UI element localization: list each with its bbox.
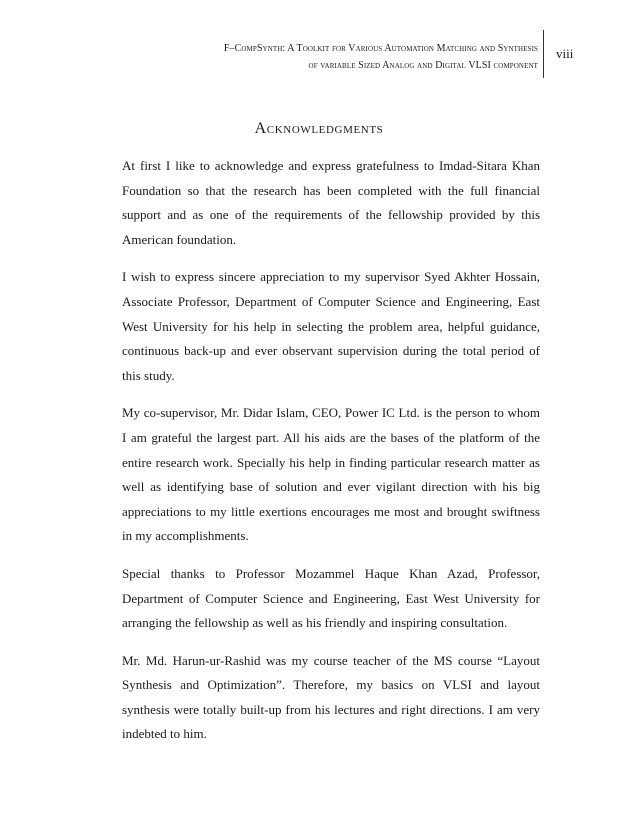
paragraph-2: I wish to express sincere appreciation to my supervisor Syed Akhter Hossain, Associate Professor, Department of Computer Science and Engineering, East West University for his help in selecting the problem area, helpful guidance, continuous back-up and ever observant supervision during the total period of this study.: [122, 269, 540, 383]
paragraph-5: Mr. Md. Harun-ur-Rashid was my course teacher of the MS course “Layout Synthesis and Optimization”. Therefore, my basics on VLSI and layout synthesis were totally built-up from his lectures and right directions. I am very indebted to him.: [122, 652, 540, 742]
running-header-line-2: of variable Sized Analog and Digital VLSI component: [308, 60, 538, 71]
paragraph-1: At first I like to acknowledge and express gratefulness to Imdad-Sitara Khan Foundation so that the research has been completed with the full financial support and as one of the requirements of the fellowship provided by this American foundation.: [122, 158, 540, 247]
running-header: [118, 40, 538, 74]
page-title: Acknowledgments: [254, 120, 384, 137]
page-number: viii: [556, 46, 574, 61]
body-text: [122, 154, 540, 760]
header-divider: [543, 30, 544, 78]
paragraph-4: Special thanks to Professor Mozammel Haque Khan Azad, Professor, Department of Computer Science and Engineering, East West University for arranging the fellowship as well as his friendly and inspiring consultation.: [122, 565, 540, 631]
paragraph-3: My co-supervisor, Mr. Didar Islam, CEO, Power IC Ltd. is the person to whom I am grateful the largest part. All his aids are the bases of the platform of the entire research work. Specially his help in finding particular research matter as well as identifying base of solution and ever vigilant direction with his big appreciations to my little exertions encourages me most and brought swiftness in my accomplishments.: [122, 405, 540, 544]
running-header-line-1: F–CompSynth: A Toolkit for Various Automation Matching and Synthesis: [223, 43, 538, 54]
